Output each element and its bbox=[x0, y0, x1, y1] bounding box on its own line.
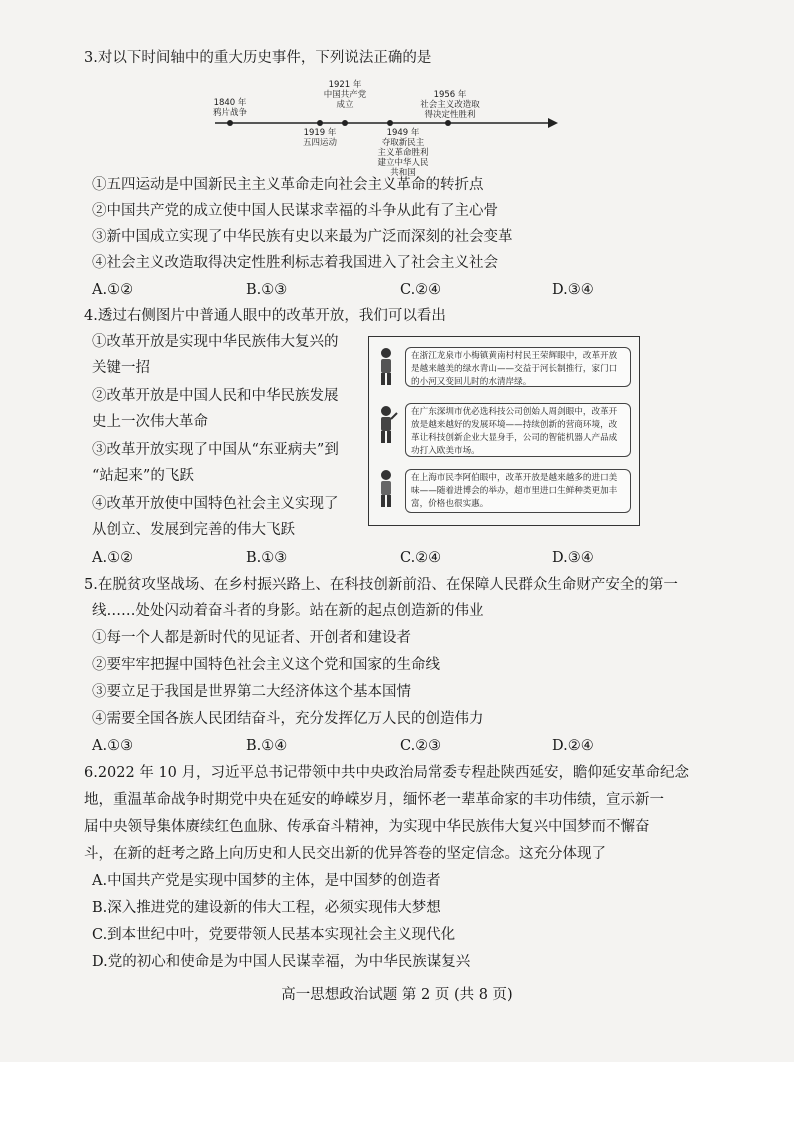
q5-item-3: ③要立足于我国是世界第二大经济体这个基本国情 bbox=[92, 684, 411, 700]
q4-choice-a[interactable]: A.①② bbox=[92, 550, 134, 566]
q4-item-1b: 关键一招 bbox=[92, 360, 150, 376]
q3-item-4: ④社会主义改造取得决定性胜利标志着我国进入了社会主义社会 bbox=[92, 255, 498, 271]
q3-choice-d[interactable]: D.③④ bbox=[552, 282, 594, 298]
q6-option-c[interactable]: C.到本世纪中叶，党要带领人民基本实现社会主义现代化 bbox=[92, 927, 456, 943]
person-icon bbox=[373, 347, 399, 387]
person-icon bbox=[373, 469, 399, 509]
q6-option-b[interactable]: B.深入推进党的建设新的伟大工程，必须实现伟大梦想 bbox=[92, 900, 441, 916]
card-shenzhen: 在广东深圳市优必选科技公司创始人周剑眼中，改革开放是越来越好的发展环境——持续创新的营商环境，改革让科技创新企业大显身手，公司的智能机器人产品成功打入欧美市场。 bbox=[405, 403, 631, 457]
q6-stem-line3: 届中央领导集体赓续红色血脉、传承奋斗精神，为实现中华民族伟大复兴中国梦而不懈奋 bbox=[84, 819, 650, 835]
q5-item-2: ②要牢牢把握中国特色社会主义这个党和国家的生命线 bbox=[92, 657, 440, 673]
event-1919: 1919 年 五四运动 bbox=[302, 128, 337, 148]
page-footer: 高一思想政治试题 第 2 页 (共 8 页) bbox=[281, 987, 513, 1003]
q3-stem: 3.对以下时间轴中的重大历史事件，下列说法正确的是 bbox=[84, 50, 432, 66]
q6-option-a[interactable]: A.中国共产党是实现中国梦的主体，是中国梦的创造者 bbox=[92, 873, 441, 889]
q4-choice-c[interactable]: C.②④ bbox=[400, 550, 442, 566]
q6-stem-line2: 地，重温革命战争时期党中央在延安的峥嵘岁月，缅怀老一辈革命家的丰功伟绩，宣示新一 bbox=[84, 792, 664, 808]
q4-item-2a: ②改革开放是中国人民和中华民族发展 bbox=[92, 388, 339, 404]
q3-choice-a[interactable]: A.①② bbox=[92, 282, 134, 298]
card-shanghai: 在上海市民李阿伯眼中，改革开放是越来越多的进口美味——随着进博会的举办，超市里进口生鲜种类更加丰富，价格也很实惠。 bbox=[405, 469, 631, 513]
reform-opening-picture bbox=[368, 336, 640, 526]
q4-choice-b[interactable]: B.①③ bbox=[246, 550, 288, 566]
q6-stem-line1: 6.2022 年 10 月，习近平总书记带领中共中央政治局常委专程赴陕西延安，瞻仰延安革命纪念 bbox=[84, 765, 690, 781]
event-1840: 1840 年 鸦片战争 bbox=[212, 98, 247, 118]
q3-item-3: ③新中国成立实现了中华民族有史以来最为广泛而深刻的社会变革 bbox=[92, 229, 513, 245]
q3-choice-c[interactable]: C.②④ bbox=[400, 282, 442, 298]
timeline-diagram bbox=[210, 80, 560, 190]
q3-item-1: ①五四运动是中国新民主主义革命走向社会主义革命的转折点 bbox=[92, 177, 484, 193]
q4-item-2b: 史上一次伟大革命 bbox=[92, 414, 208, 430]
card-zhejiang: 在浙江龙泉市小梅镇黄南村村民王荣辉眼中，改革开放是越来越美的绿水青山——交益于河长制推行，家门口的小河又变回儿时的水清岸绿。 bbox=[405, 347, 631, 387]
q5-choice-a[interactable]: A.①③ bbox=[92, 738, 134, 754]
q6-stem-line4: 斗，在新的赶考之路上向历史和人民交出新的优异答卷的坚定信念。这充分体现了 bbox=[84, 846, 606, 862]
q4-stem: 4.透过右侧图片中普通人眼中的改革开放，我们可以看出 bbox=[84, 308, 446, 324]
event-1921: 1921 年 中国共产党 成立 bbox=[323, 80, 367, 110]
q4-item-4a: ④改革开放使中国特色社会主义实现了 bbox=[92, 496, 339, 512]
event-1956: 1956 年 社会主义改造取 得决定性胜利 bbox=[420, 90, 480, 120]
person-icon bbox=[373, 405, 399, 445]
q6-option-d[interactable]: D.党的初心和使命是为中国人民谋幸福，为中华民族谋复兴 bbox=[92, 954, 471, 970]
q5-choice-b[interactable]: B.①④ bbox=[246, 738, 288, 754]
q4-choice-d[interactable]: D.③④ bbox=[552, 550, 594, 566]
q5-choice-d[interactable]: D.②④ bbox=[552, 738, 594, 754]
q4-item-1a: ①改革开放是实现中华民族伟大复兴的 bbox=[92, 334, 339, 350]
q5-stem-line2: 线……处处闪动着奋斗者的身影。站在新的起点创造新的伟业 bbox=[92, 603, 484, 619]
q3-item-2: ②中国共产党的成立使中国人民谋求幸福的斗争从此有了主心骨 bbox=[92, 203, 498, 219]
q3-choice-b[interactable]: B.①③ bbox=[246, 282, 288, 298]
q5-item-4: ④需要全国各族人民团结奋斗，充分发挥亿万人民的创造伟力 bbox=[92, 711, 484, 727]
q4-item-4b: 从创立、发展到完善的伟大飞跃 bbox=[92, 522, 295, 538]
event-1949: 1949 年 夺取新民主 主义革命胜利 建立中华人民 共和国 bbox=[377, 128, 429, 178]
q5-stem-line1: 5.在脱贫攻坚战场、在乡村振兴路上、在科技创新前沿、在保障人民群众生命财产安全的第一 bbox=[84, 577, 678, 593]
q5-choice-c[interactable]: C.②③ bbox=[400, 738, 442, 754]
q4-item-3a: ③改革开放实现了中国从“东亚病夫”到 bbox=[92, 442, 339, 458]
q5-item-1: ①每一个人都是新时代的见证者、开创者和建设者 bbox=[92, 630, 411, 646]
q4-item-3b: “站起来”的飞跃 bbox=[92, 468, 194, 484]
